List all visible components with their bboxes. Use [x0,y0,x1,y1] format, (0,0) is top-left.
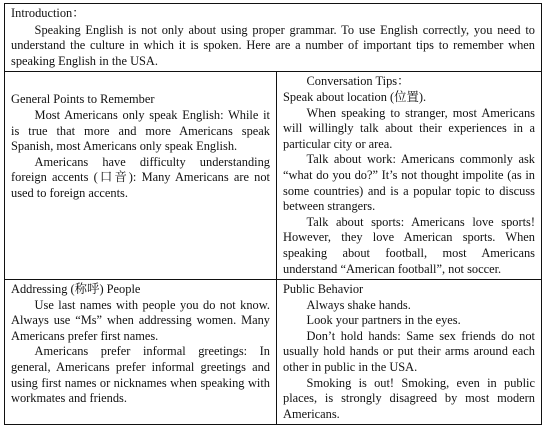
public-behavior-paragraph: Always shake hands. [306,297,411,312]
conversation-tips-heading: Conversation Tips： [306,74,410,89]
public-behavior-paragraph: Smoking is out! Smoking, even in public places, is strongly disagreed by most modern Americans. [283,375,535,421]
general-points-paragraph: Most Americans only speak English: While it is true that more and more Americans speak Spanish, most Americans only speak English. [11,107,270,154]
conversation-tips-paragraph: Talk about sports: Americans love sports! However, they love American sports. When speaking about football, most Americans understand “American football”, not soccer. [283,214,535,276]
conversation-tips-cell [277,72,542,280]
addressing-cell [5,280,277,425]
introduction-text: Speaking English is not only about using proper grammar. To use English correctly, you need to understand the culture in which it is spoken. Here are a number of important tips to remember when speaking English in the USA. [11,22,535,68]
addressing-heading: Addressing (称呼) People [11,282,141,297]
introduction-cell [5,4,542,72]
addressing-paragraph: Americans prefer informal greetings: In general, Americans prefer informal greetings and using first names or nicknames when speaking with workmates and friends. [11,344,270,406]
conversation-tips-paragraph: Talk about work: Americans commonly ask “what do you do?” It’s not thought impolite (as in some countries) and is a popular topic to discuss between strangers. [283,152,535,214]
public-behavior-heading: Public Behavior [283,282,364,297]
public-behavior-paragraph: Look your partners in the eyes. [306,313,461,328]
introduction-heading: Introduction： [11,6,85,20]
conversation-tips-paragraph: When speaking to stranger, most Americans will willingly talk about their experiences in a particular city or area. [283,105,535,151]
addressing-paragraph: Use last names with people you do not know. Always use “Ms” when addressing women. Many Americans prefer first names. [11,297,270,343]
public-behavior-cell [277,280,542,425]
general-points-paragraph: Americans have difficulty understanding foreign accents (口音): Many Americans are not used to foreign accents. [11,154,270,200]
general-points-heading: General Points to Remember [11,92,155,107]
public-behavior-paragraph: Don’t hold hands: Same sex friends do not usually hold hands or put their arms around each other in public in the USA. [283,328,535,375]
general-points-cell [5,72,277,280]
tips-table [4,3,542,425]
conversation-tips-subheading: Speak about location (位置). [283,89,427,104]
